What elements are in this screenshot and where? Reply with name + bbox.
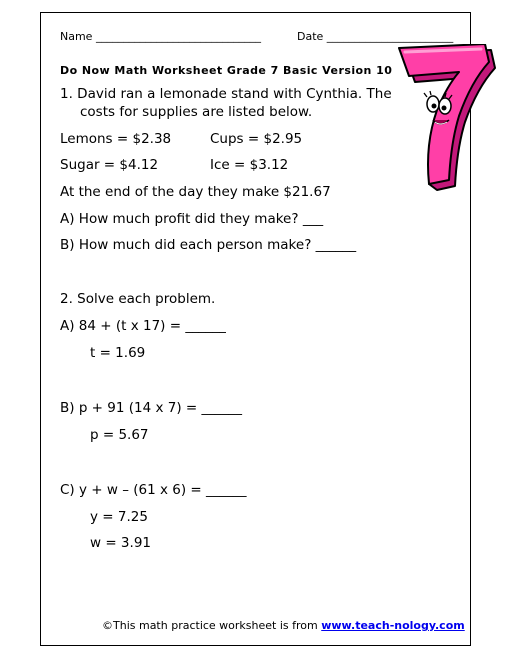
worksheet-title: Do Now Math Worksheet Grade 7 Basic Version 10 (60, 64, 393, 77)
q1-sugar: Sugar = $4.12 (60, 157, 159, 173)
q1-cups: Cups = $2.95 (210, 131, 303, 147)
cartoon-number-seven-icon (393, 44, 503, 194)
q2-c-value-w: w = 3.91 (90, 535, 151, 551)
q2-b-problem: B) p + 91 (14 x 7) = ______ (60, 400, 243, 416)
q2-c-problem: C) y + w – (61 x 6) = ______ (60, 482, 247, 498)
q2-c-value-y: y = 7.25 (90, 509, 148, 525)
footer-text: ©This math practice worksheet is from (102, 619, 322, 632)
q1-part-b: B) How much did each person make? ______ (60, 237, 357, 253)
q1-end-of-day: At the end of the day they make $21.67 (60, 184, 331, 200)
q1-line-2: costs for supplies are listed below. (80, 104, 313, 120)
q1-line-1: 1. David ran a lemonade stand with Cynthia. The (60, 86, 392, 102)
name-field: Name ______________________________ (60, 30, 261, 43)
q1-part-a: A) How much profit did they make? ___ (60, 211, 324, 227)
q2-heading: 2. Solve each problem. (60, 291, 216, 307)
footer-link[interactable]: www.teach-nology.com (321, 619, 465, 632)
date-field: Date _______________________ (297, 30, 454, 43)
q2-b-value: p = 5.67 (90, 427, 149, 443)
q2-a-problem: A) 84 + (t x 17) = ______ (60, 318, 226, 334)
q1-ice: Ice = $3.12 (210, 157, 289, 173)
footer (102, 619, 465, 632)
q2-a-value: t = 1.69 (90, 345, 146, 361)
q1-lemons: Lemons = $2.38 (60, 131, 172, 147)
